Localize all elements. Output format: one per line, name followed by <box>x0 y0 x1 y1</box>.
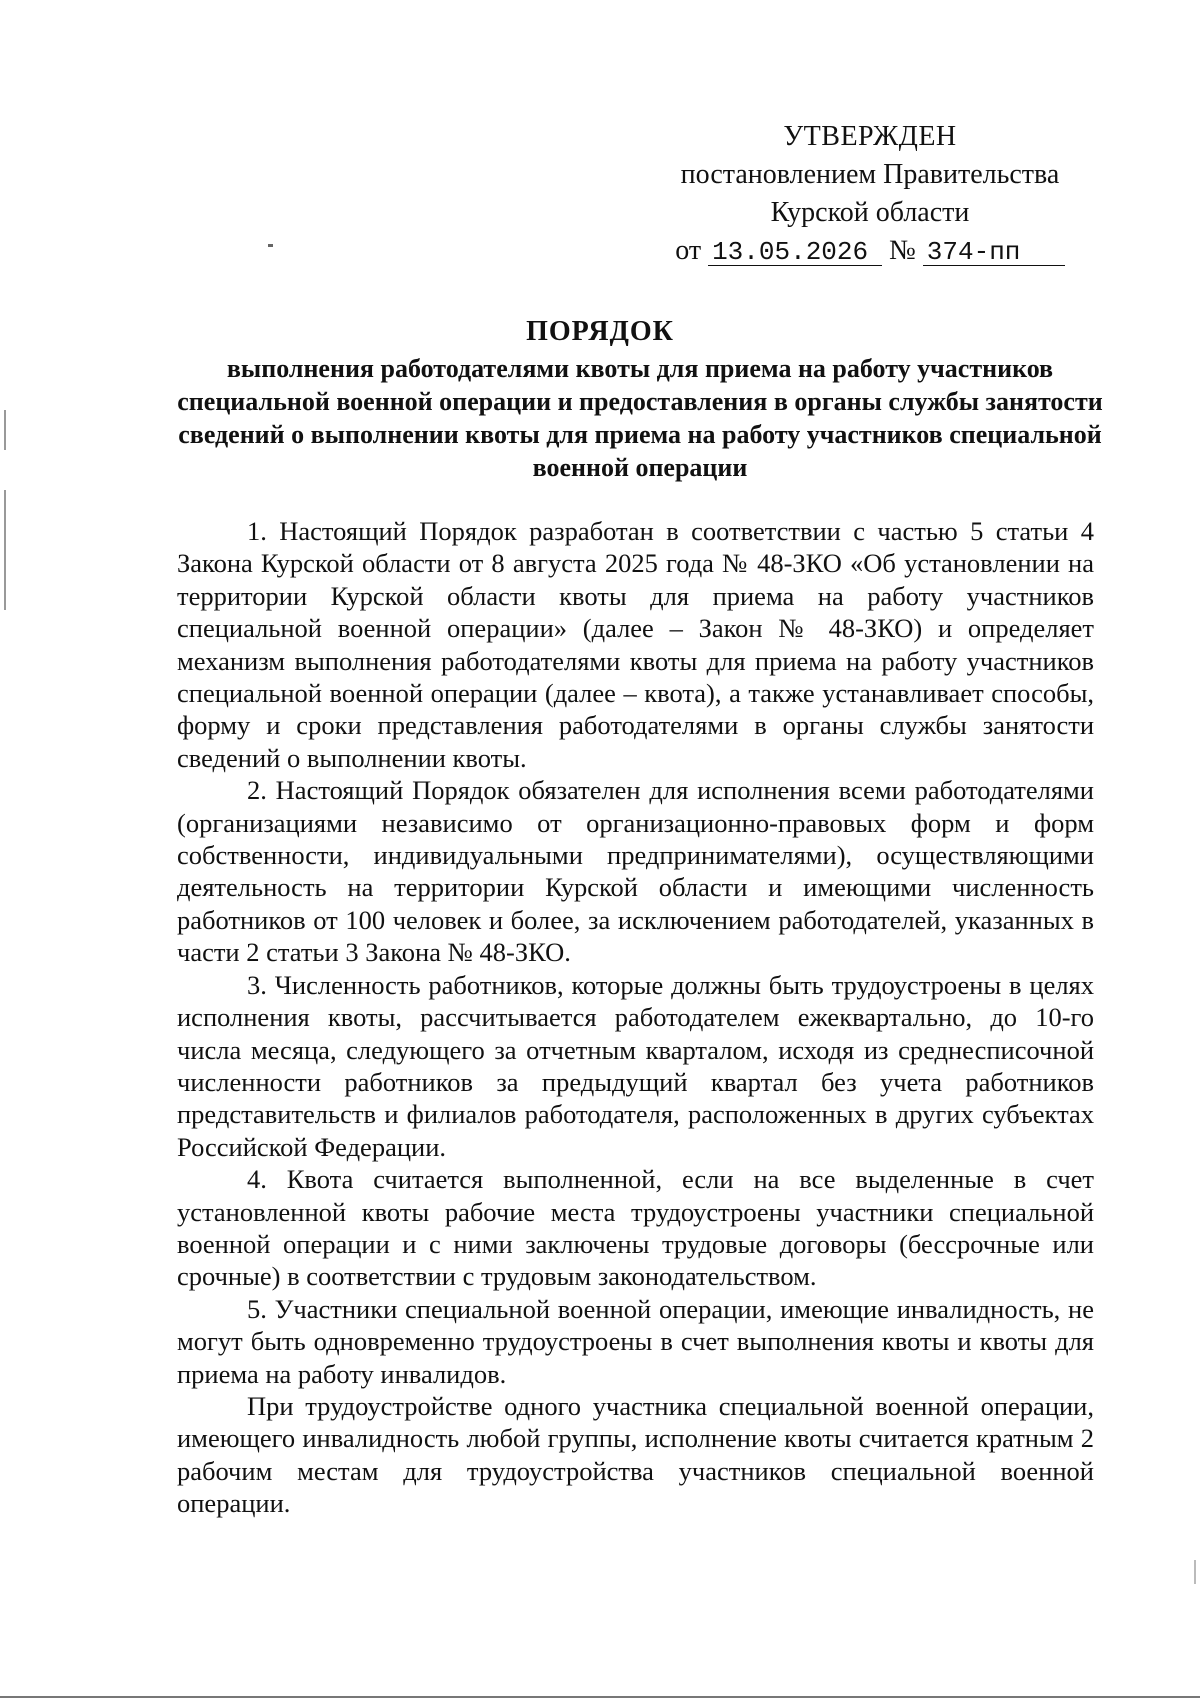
paragraph-3: 3. Численность работников, которые должны быть трудоустроены в целях исполнения квоты, рассчитывается работодателем ежеквартально, до 10-го числа месяца, следующего за отчетным кварталом, исходя из среднесписочной численности работников за предыдущий квартал без учета работников представительств и филиалов работодателя, расположенных в других субъектах Российской Федерации. <box>177 969 1094 1162</box>
scan-edge-mark <box>1194 1560 1196 1584</box>
paragraph-1: 1. Настоящий Порядок разработан в соответствии с частью 5 статьи 4 Закона Курской области от 8 августа 2025 года № 48-ЗКО «Об установлении на территории Курской области квоты для приема на работу участников специальной военной операции» (далее – Закон № 48-ЗКО) и определяет механизм выполнения работодателями квоты для приема на работу участников специальной военной операции (далее – квота), а также устанавливает способы, форму и сроки представления работодателями в органы службы занятости сведений о выполнении квоты. <box>177 516 1094 773</box>
scan-edge-mark <box>4 490 6 610</box>
approval-line-1: постановлением Правительства <box>680 159 1060 190</box>
document-body <box>177 515 1094 1520</box>
scan-edge-mark <box>4 410 6 450</box>
number-prefix: № <box>889 235 916 266</box>
date-prefix: от <box>675 235 702 266</box>
approval-number: 374-пп <box>923 239 1065 266</box>
document-subtitle: выполнения работодателями квоты для приема на работу участников специальной военной операции и предоставления в органы службы занятости сведений о выполнении квоты для приема на работу участников специальной военной операции <box>177 354 1103 482</box>
approval-date-line <box>660 232 1080 270</box>
approval-stamp <box>660 118 1080 270</box>
paragraph-5: 5. Участники специальной военной операции, имеющие инвалидность, не могут быть одновременно трудоустроены в счет выполнения квоты и квоты для приема на работу инвалидов. <box>177 1293 1094 1389</box>
approval-heading: УТВЕРЖДЕН <box>783 121 957 152</box>
document-title: ПОРЯДОК <box>526 316 674 347</box>
paragraph-2: 2. Настоящий Порядок обязателен для исполнения всеми работодателями (организациями независимо от организационно-правовых форм и форм собственности, индивидуальными предпринимателями), осуществляющими деятельность на территории Курской области и имеющими численность работников от 100 человек и более, за исключением работодателей, указанных в части 2 статьи 3 Закона № 48-ЗКО. <box>177 775 1094 968</box>
scan-bottom-edge <box>0 1696 1200 1698</box>
scan-speck <box>268 244 273 247</box>
paragraph-4: 4. Квота считается выполненной, если на все выделенные в счет установленной квоты рабочие места трудоустроены участники специальной военной операции и с ними заключены трудовые договоры (бессрочные или срочные) в соответствии с трудовым законодательством. <box>177 1164 1094 1292</box>
approval-date: 13.05.2026 <box>708 239 882 266</box>
paragraph-6: При трудоустройстве одного участника специальной военной операции, имеющего инвалидность любой группы, исполнение квоты считается кратным 2 рабочим местам для трудоустройства участников специальной военной операции. <box>177 1390 1094 1519</box>
approval-line-2: Курской области <box>770 197 970 228</box>
